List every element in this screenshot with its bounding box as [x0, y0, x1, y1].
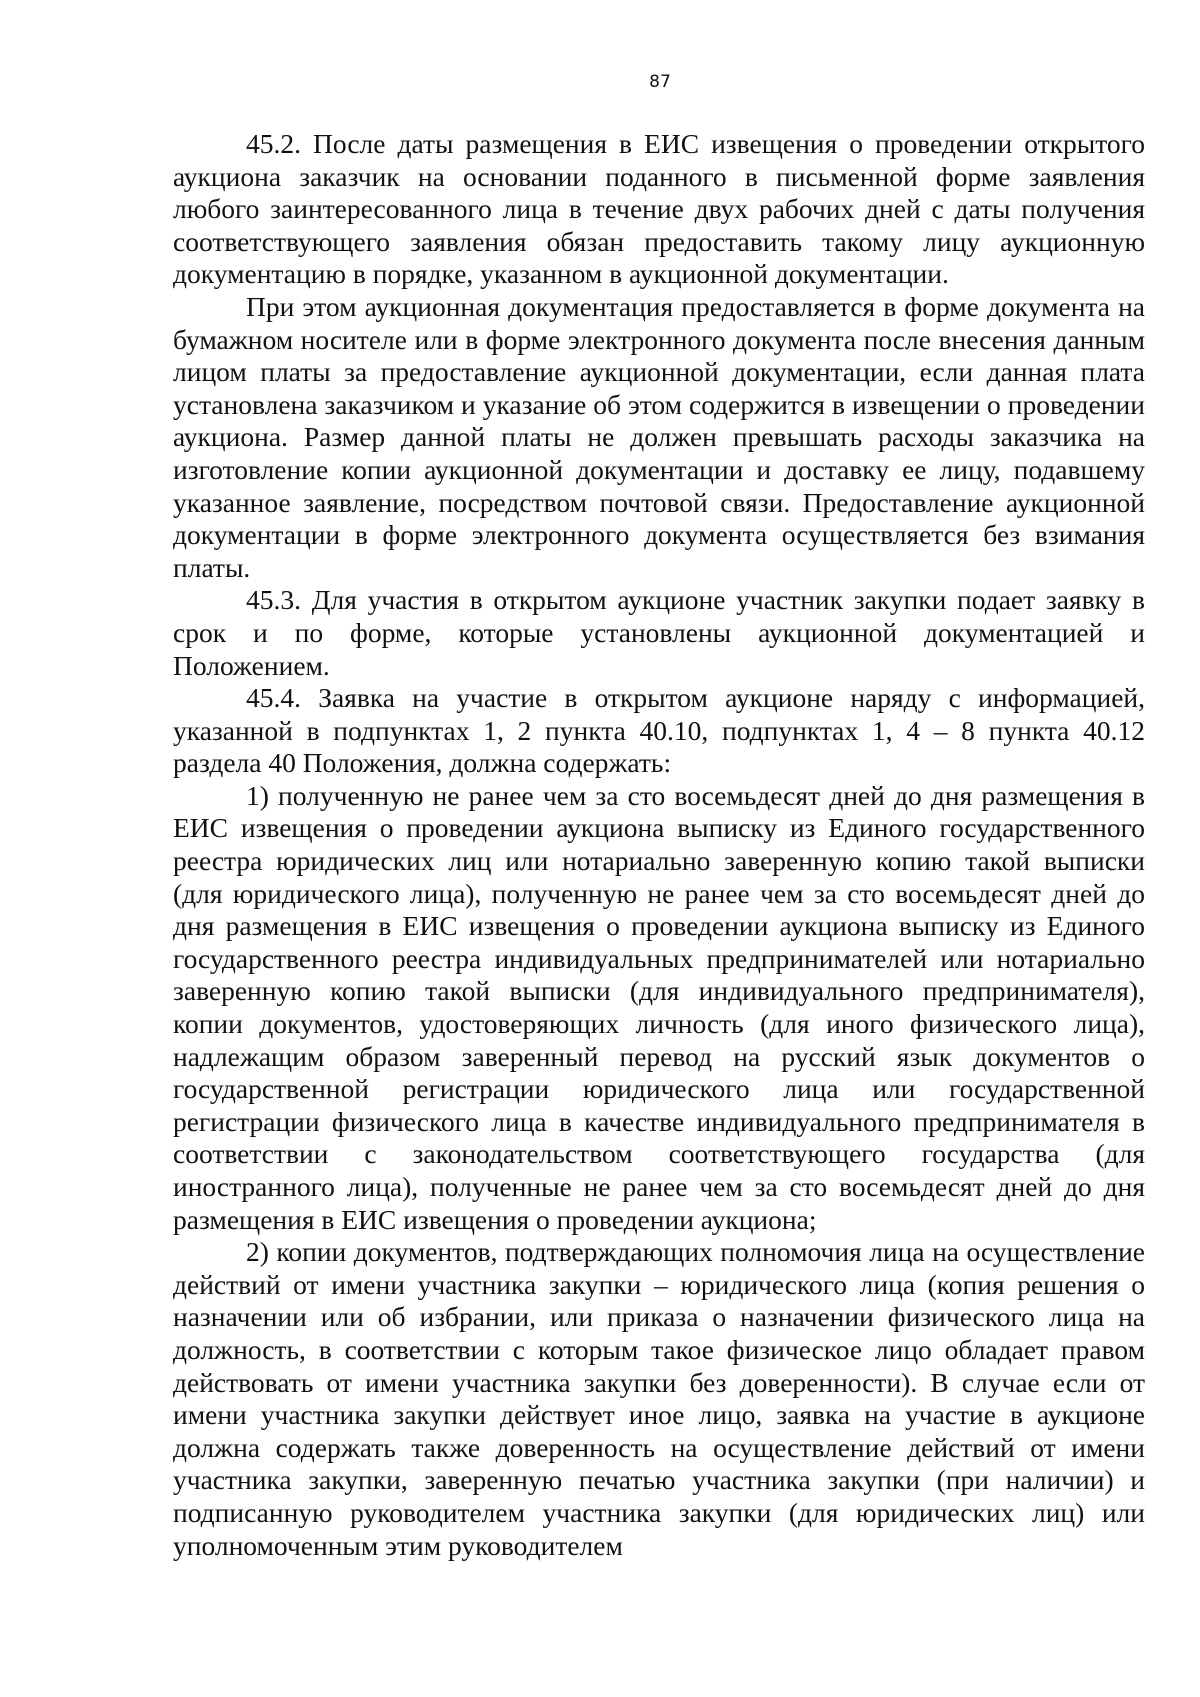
paragraph-45-4: 45.4. Заявка на участие в открытом аукционе наряду с информацией, указанной в подпунктах 1, 2 пункта 40.10, подпунктах 1, 4 – 8 пункта 40.12 раздела 40 Положения, должна содержать: [173, 682, 1145, 779]
paragraph-45-3: 45.3. Для участия в открытом аукционе участник закупки подает заявку в срок и по форме, которые установлены аукционной документацией и Положением. [173, 584, 1145, 681]
document-body [173, 128, 1145, 1562]
paragraph-documentation-fee: При этом аукционная документация предоставляется в форме документа на бумажном носителе или в форме электронного документа после внесения данным лицом платы за предоставление аукционной документации, если данная плата установлена заказчиком и указание об этом содержится в извещении о проведении аукциона. Размер данной платы не должен превышать расходы заказчика на изготовление копии аукционной документации и доставку ее лицу, подавшему указанное заявление, посредством почтовой связи. Предоставление аукционной документации в форме электронного документа осуществляется без взимания платы. [173, 290, 1145, 583]
paragraph-45-2: 45.2. После даты размещения в ЕИС извещения о проведении открытого аукциона заказчик на основании поданного в письменной форме заявления любого заинтересованного лица в течение двух рабочих дней с даты получения соответствующего заявления обязан предоставить такому лицу аукционную документацию в порядке, указанном в аукционной документации. [173, 128, 1145, 290]
page-number: 87 [649, 72, 671, 92]
list-item-2: 2) копии документов, подтверждающих полномочия лица на осуществление действий от имени участника закупки – юридического лица (копия решения о назначении или об избрании, или приказа о назначении физического лица на должность, в соответствии с которым такое физическое лицо обладает правом действовать от имени участника закупки без доверенности). В случае если от имени участника закупки действует иное лицо, заявка на участие в аукционе должна содержать также доверенность на осуществление действий от имени участника закупки, заверенную печатью участника закупки (при наличии) и подписанную руководителем участника закупки (для юридических лиц) или уполномоченным этим руководителем [173, 1236, 1145, 1561]
list-item-1: 1) полученную не ранее чем за сто восемьдесят дней до дня размещения в ЕИС извещения о проведении аукциона выписку из Единого государственного реестра юридических лиц или нотариально заверенную копию такой выписки (для юридического лица), полученную не ранее чем за сто восемьдесят дней до дня размещения в ЕИС извещения о проведении аукциона выписку из Единого государственного реестра индивидуальных предпринимателей или нотариально заверенную копию такой выписки (для индивидуального предпринимателя), копии документов, удостоверяющих личность (для иного физического лица), надлежащим образом заверенный перевод на русский язык документов о государственной регистрации юридического лица или государственной регистрации физического лица в качестве индивидуального предпринимателя в соответствии с законодательством соответствующего государства (для иностранного лица), полученные не ранее чем за сто восемьдесят дней до дня размещения в ЕИС извещения о проведении аукциона; [173, 779, 1145, 1235]
